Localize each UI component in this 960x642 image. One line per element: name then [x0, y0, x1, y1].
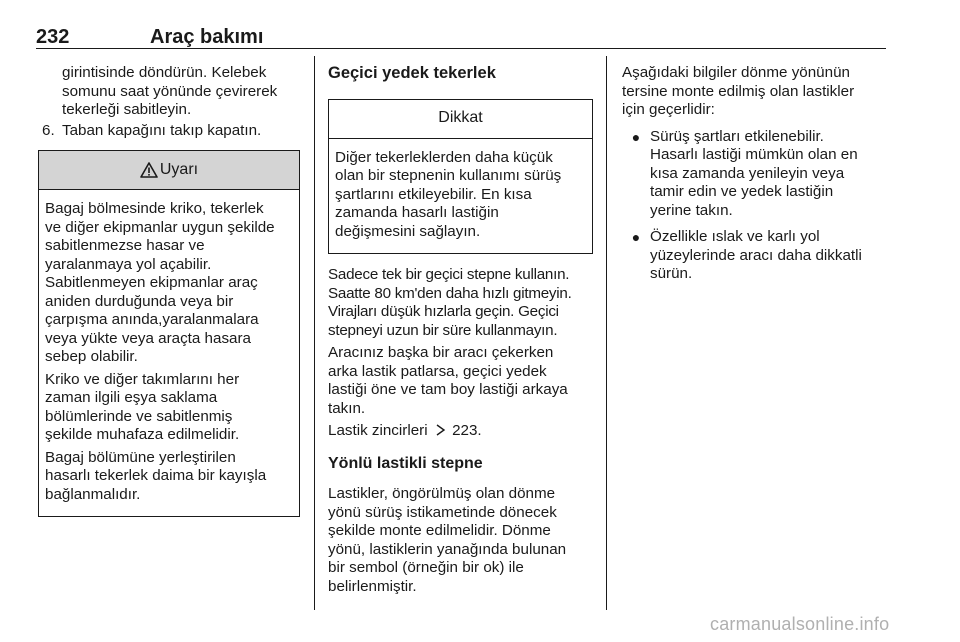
bullet-item: ● Özellikle ıslak ve karlı yol yüzeylerinde aracı daha dikkatli sürün.: [622, 228, 887, 284]
column-2: [328, 64, 593, 600]
column-1: [38, 64, 300, 517]
bullet-item: ● Sürüş şartları etkilenebilir. Hasarlı lastiği mümkün olan en kısa zamanda yenileyin veya tamir edin ve yedek lastiğin yerine takın.: [622, 128, 887, 221]
bullet-dot-icon: ●: [631, 128, 641, 145]
paragraph: Sadece tek bir geçici stepne kullanın. Saatte 80 km'den daha hızlı gitmeyin. Virajları düşük hızlarla geçin. Geçici stepneyi uzun bir süre kullanmayın.: [328, 266, 572, 339]
notice-body: [329, 139, 592, 254]
paragraph: Aracınız başka bir aracı çekerken arka lastik patlarsa, geçici yedek lastiği öne ve tam boy lastiği arkaya takın.: [328, 344, 568, 417]
watermark: carmanualsonline.info: [710, 614, 890, 634]
warning-box: [38, 150, 300, 517]
column-divider: [606, 56, 607, 610]
notice-paragraph: Diğer tekerleklerden daha küçük olan bir stepnenin kullanımı sürüş şartlarını etkileyebilir. En kısa zamanda hasarlı lastiğin değişmesini sağlayın.: [335, 148, 562, 240]
paragraph: Lastikler, öngörülmüş olan dönme yönü sürüş istikametinde dönecek şekilde monte edilmelidir. Dönme yönü, lastiklerin yanağında bulunan bir sembol (örneğin bir ok) ile belirlenmiştir.: [328, 485, 567, 595]
warning-paragraph: Bagaj bölmesinde kriko, tekerlek ve diğer ekipmanlar uygun şekilde sabitlenmezse hasar ve yaralanmaya yol açabilir. Sabitlenmeyen ekipmanlar araç aniden durduğunda veya bir çarpışma anında,yaralanmalara veya yükte veya araçta hasara sebep olabilir.: [45, 200, 275, 365]
warning-title: Uyarı: [159, 160, 199, 178]
section-title: Geçici yedek tekerlek: [328, 64, 496, 82]
page-header: [36, 22, 886, 49]
subsection-title: Yönlü lastikli stepne: [328, 454, 483, 472]
chapter-title: Araç bakımı: [150, 26, 264, 48]
notice-box: [328, 99, 593, 255]
reference-page-link[interactable]: 223.: [452, 422, 482, 439]
warning-header: [39, 151, 299, 190]
step-number: 6.: [42, 121, 55, 139]
warning-paragraph: Kriko ve diğer takımlarını her zaman ilgili eşya saklama bölümlerinde ve sabitlenmiş şekilde muhafaza edilmelidir.: [45, 370, 240, 443]
continued-step: girintisinde döndürün. Kelebek somunu saat yönünde çevirerek tekerleği sabitleyin.: [62, 64, 278, 118]
notice-title: Dikkat: [438, 109, 483, 127]
step-text: Taban kapağını takıp kapatın.: [62, 121, 262, 139]
paragraph: Aşağıdaki bilgiler dönme yönünün tersine monte edilmiş olan lastikler için geçerlidir:: [622, 64, 855, 118]
column-3: [622, 64, 887, 292]
page-reference-arrow-icon: [434, 424, 446, 436]
cross-reference: Lastik zincirleri 223.: [328, 422, 482, 439]
bullet-dot-icon: ●: [631, 229, 641, 245]
step-6: [38, 122, 300, 141]
warning-triangle-icon: [140, 162, 158, 178]
notice-header: [329, 100, 592, 139]
page-number: 232: [36, 26, 70, 48]
warning-body: [39, 190, 299, 516]
column-divider: [314, 56, 315, 610]
warning-paragraph: Bagaj bölümüne yerleştirilen hasarlı tekerlek daima bir kayışla bağlanmalıdır.: [45, 448, 267, 503]
